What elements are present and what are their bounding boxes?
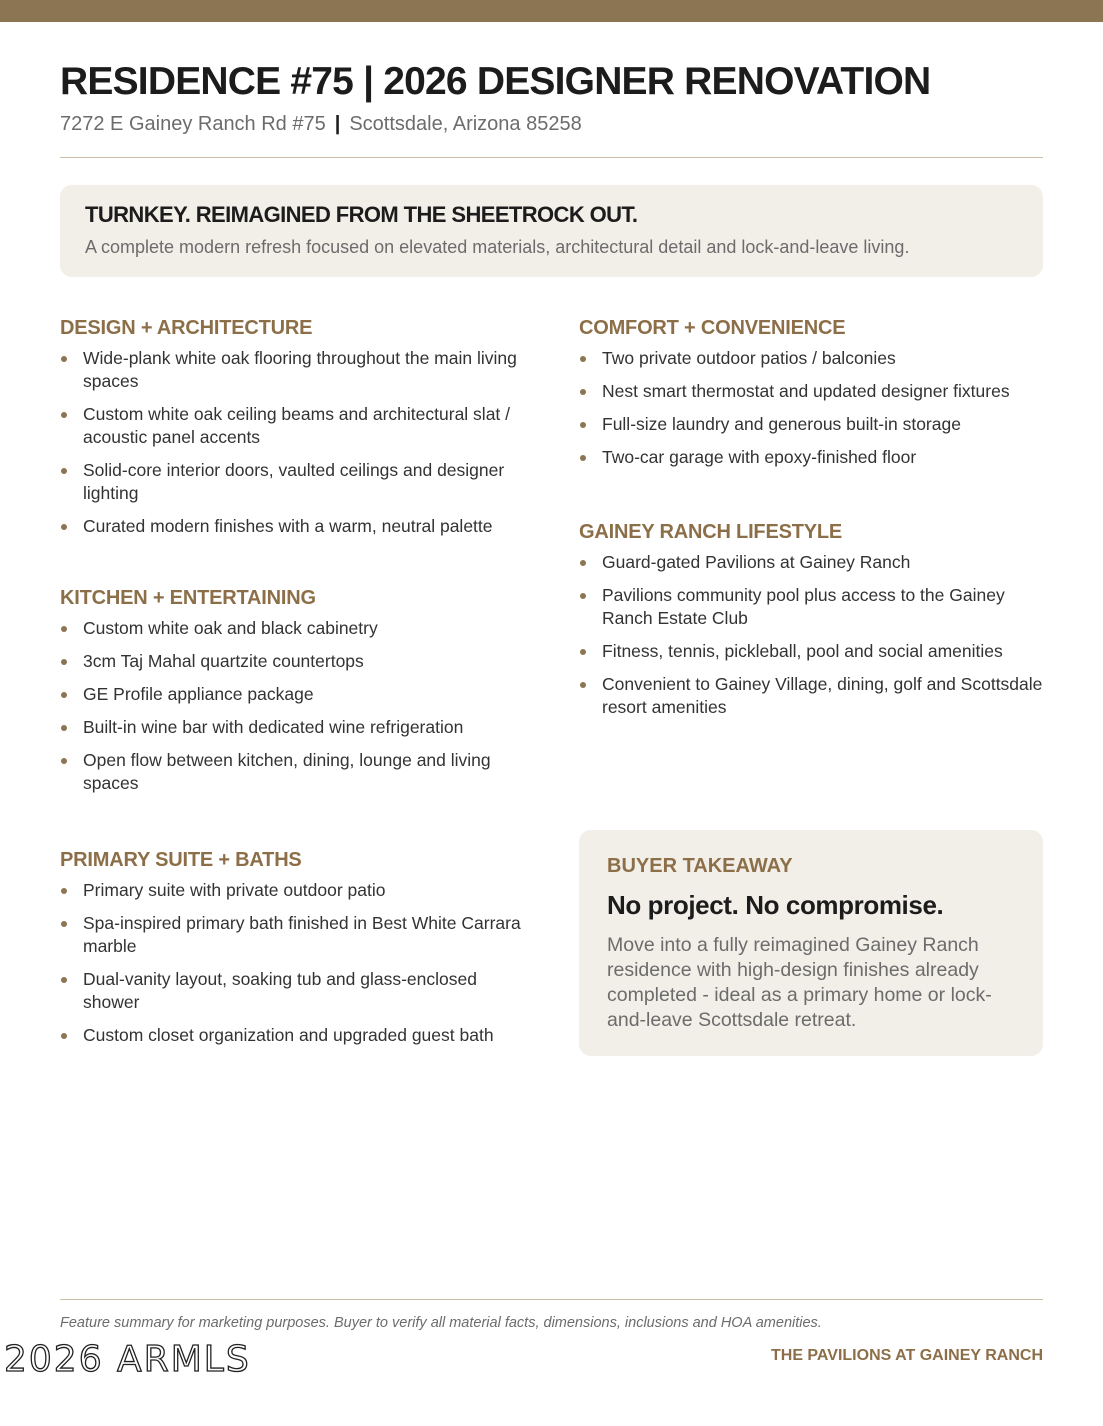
section-gainey-ranch-lifestyle <box>579 521 1053 729</box>
feature-item: Guard-gated Pavilions at Gainey Ranch <box>579 551 1053 574</box>
section-primary-suite-baths <box>60 849 535 1057</box>
street-address: 7272 E Gainey Ranch Rd #75 <box>60 113 326 135</box>
footer-brand-name: THE PAVILIONS AT GAINEY RANCH <box>770 1347 1043 1364</box>
feature-item: Custom closet organization and upgraded guest bath <box>60 1024 535 1047</box>
intro-heading: TURNKEY. REIMAGINED FROM THE SHEETROCK OUT. <box>85 202 638 227</box>
section-title: COMFORT + CONVENIENCE <box>579 317 846 339</box>
section-kitchen-entertaining <box>60 587 530 805</box>
feature-list <box>60 617 530 795</box>
page-title: RESIDENCE #75 | 2026 DESIGNER RENOVATION <box>60 60 931 103</box>
section-title: KITCHEN + ENTERTAINING <box>60 587 316 609</box>
section-title: DESIGN + ARCHITECTURE <box>60 317 313 339</box>
feature-item: Custom white oak ceiling beams and architectural slat / acoustic panel accents <box>60 403 530 449</box>
feature-item: Full-size laundry and generous built-in storage <box>579 413 1049 436</box>
feature-list <box>579 347 1049 469</box>
feature-item: Solid-core interior doors, vaulted ceilings and designer lighting <box>60 459 530 505</box>
city-state-zip: Scottsdale, Arizona 85258 <box>349 113 582 135</box>
takeaway-headline: No project. No compromise. <box>607 890 944 920</box>
feature-item: Fitness, tennis, pickleball, pool and social amenities <box>579 640 1053 663</box>
feature-item: Built-in wine bar with dedicated wine refrigeration <box>60 716 530 739</box>
feature-item: Convenient to Gainey Village, dining, golf and Scottsdale resort amenities <box>579 673 1053 719</box>
address-separator: | <box>334 113 341 135</box>
section-design-architecture <box>60 317 530 548</box>
address-line <box>60 113 582 136</box>
section-title: PRIMARY SUITE + BATHS <box>60 849 302 871</box>
feature-item: Wide-plank white oak flooring throughout the main living spaces <box>60 347 530 393</box>
disclaimer-text: Feature summary for marketing purposes. Buyer to verify all material facts, dimensions, inclusions and HOA amenities. <box>60 1315 822 1331</box>
feature-item: Two private outdoor patios / balconies <box>579 347 1049 370</box>
feature-item: Two-car garage with epoxy-finished floor <box>579 446 1049 469</box>
feature-item: Open flow between kitchen, dining, lounge and living spaces <box>60 749 530 795</box>
feature-item: Primary suite with private outdoor patio <box>60 879 535 902</box>
feature-item: GE Profile appliance package <box>60 683 530 706</box>
feature-list <box>60 347 530 538</box>
section-comfort-convenience <box>579 317 1049 479</box>
feature-item: 3cm Taj Mahal quartzite countertops <box>60 650 530 673</box>
feature-list <box>60 879 535 1047</box>
feature-list <box>579 551 1053 719</box>
intro-text: A complete modern refresh focused on elevated materials, architectural detail and lock-and-leave living. <box>85 237 910 257</box>
feature-item: Spa-inspired primary bath finished in Best White Carrara marble <box>60 912 535 958</box>
intro-panel <box>60 185 1043 277</box>
feature-item: Nest smart thermostat and updated designer fixtures <box>579 380 1049 403</box>
top-accent-bar <box>0 0 1103 22</box>
section-title: GAINEY RANCH LIFESTYLE <box>579 521 843 543</box>
footer-divider <box>60 1299 1043 1300</box>
header-divider <box>60 157 1043 158</box>
feature-item: Pavilions community pool plus access to the Gainey Ranch Estate Club <box>579 584 1053 630</box>
takeaway-text: Move into a fully reimagined Gainey Ranch residence with high-design finishes already completed - ideal as a primary home or lock-and-leave Scottsdale retreat. <box>607 934 992 1031</box>
takeaway-label: BUYER TAKEAWAY <box>607 855 793 877</box>
buyer-takeaway-panel <box>579 830 1043 1056</box>
feature-item: Dual-vanity layout, soaking tub and glass-enclosed shower <box>60 968 535 1014</box>
feature-item: Curated modern finishes with a warm, neutral palette <box>60 515 530 538</box>
copyright-watermark: 2026 ARMLS <box>4 1339 251 1380</box>
feature-item: Custom white oak and black cabinetry <box>60 617 530 640</box>
